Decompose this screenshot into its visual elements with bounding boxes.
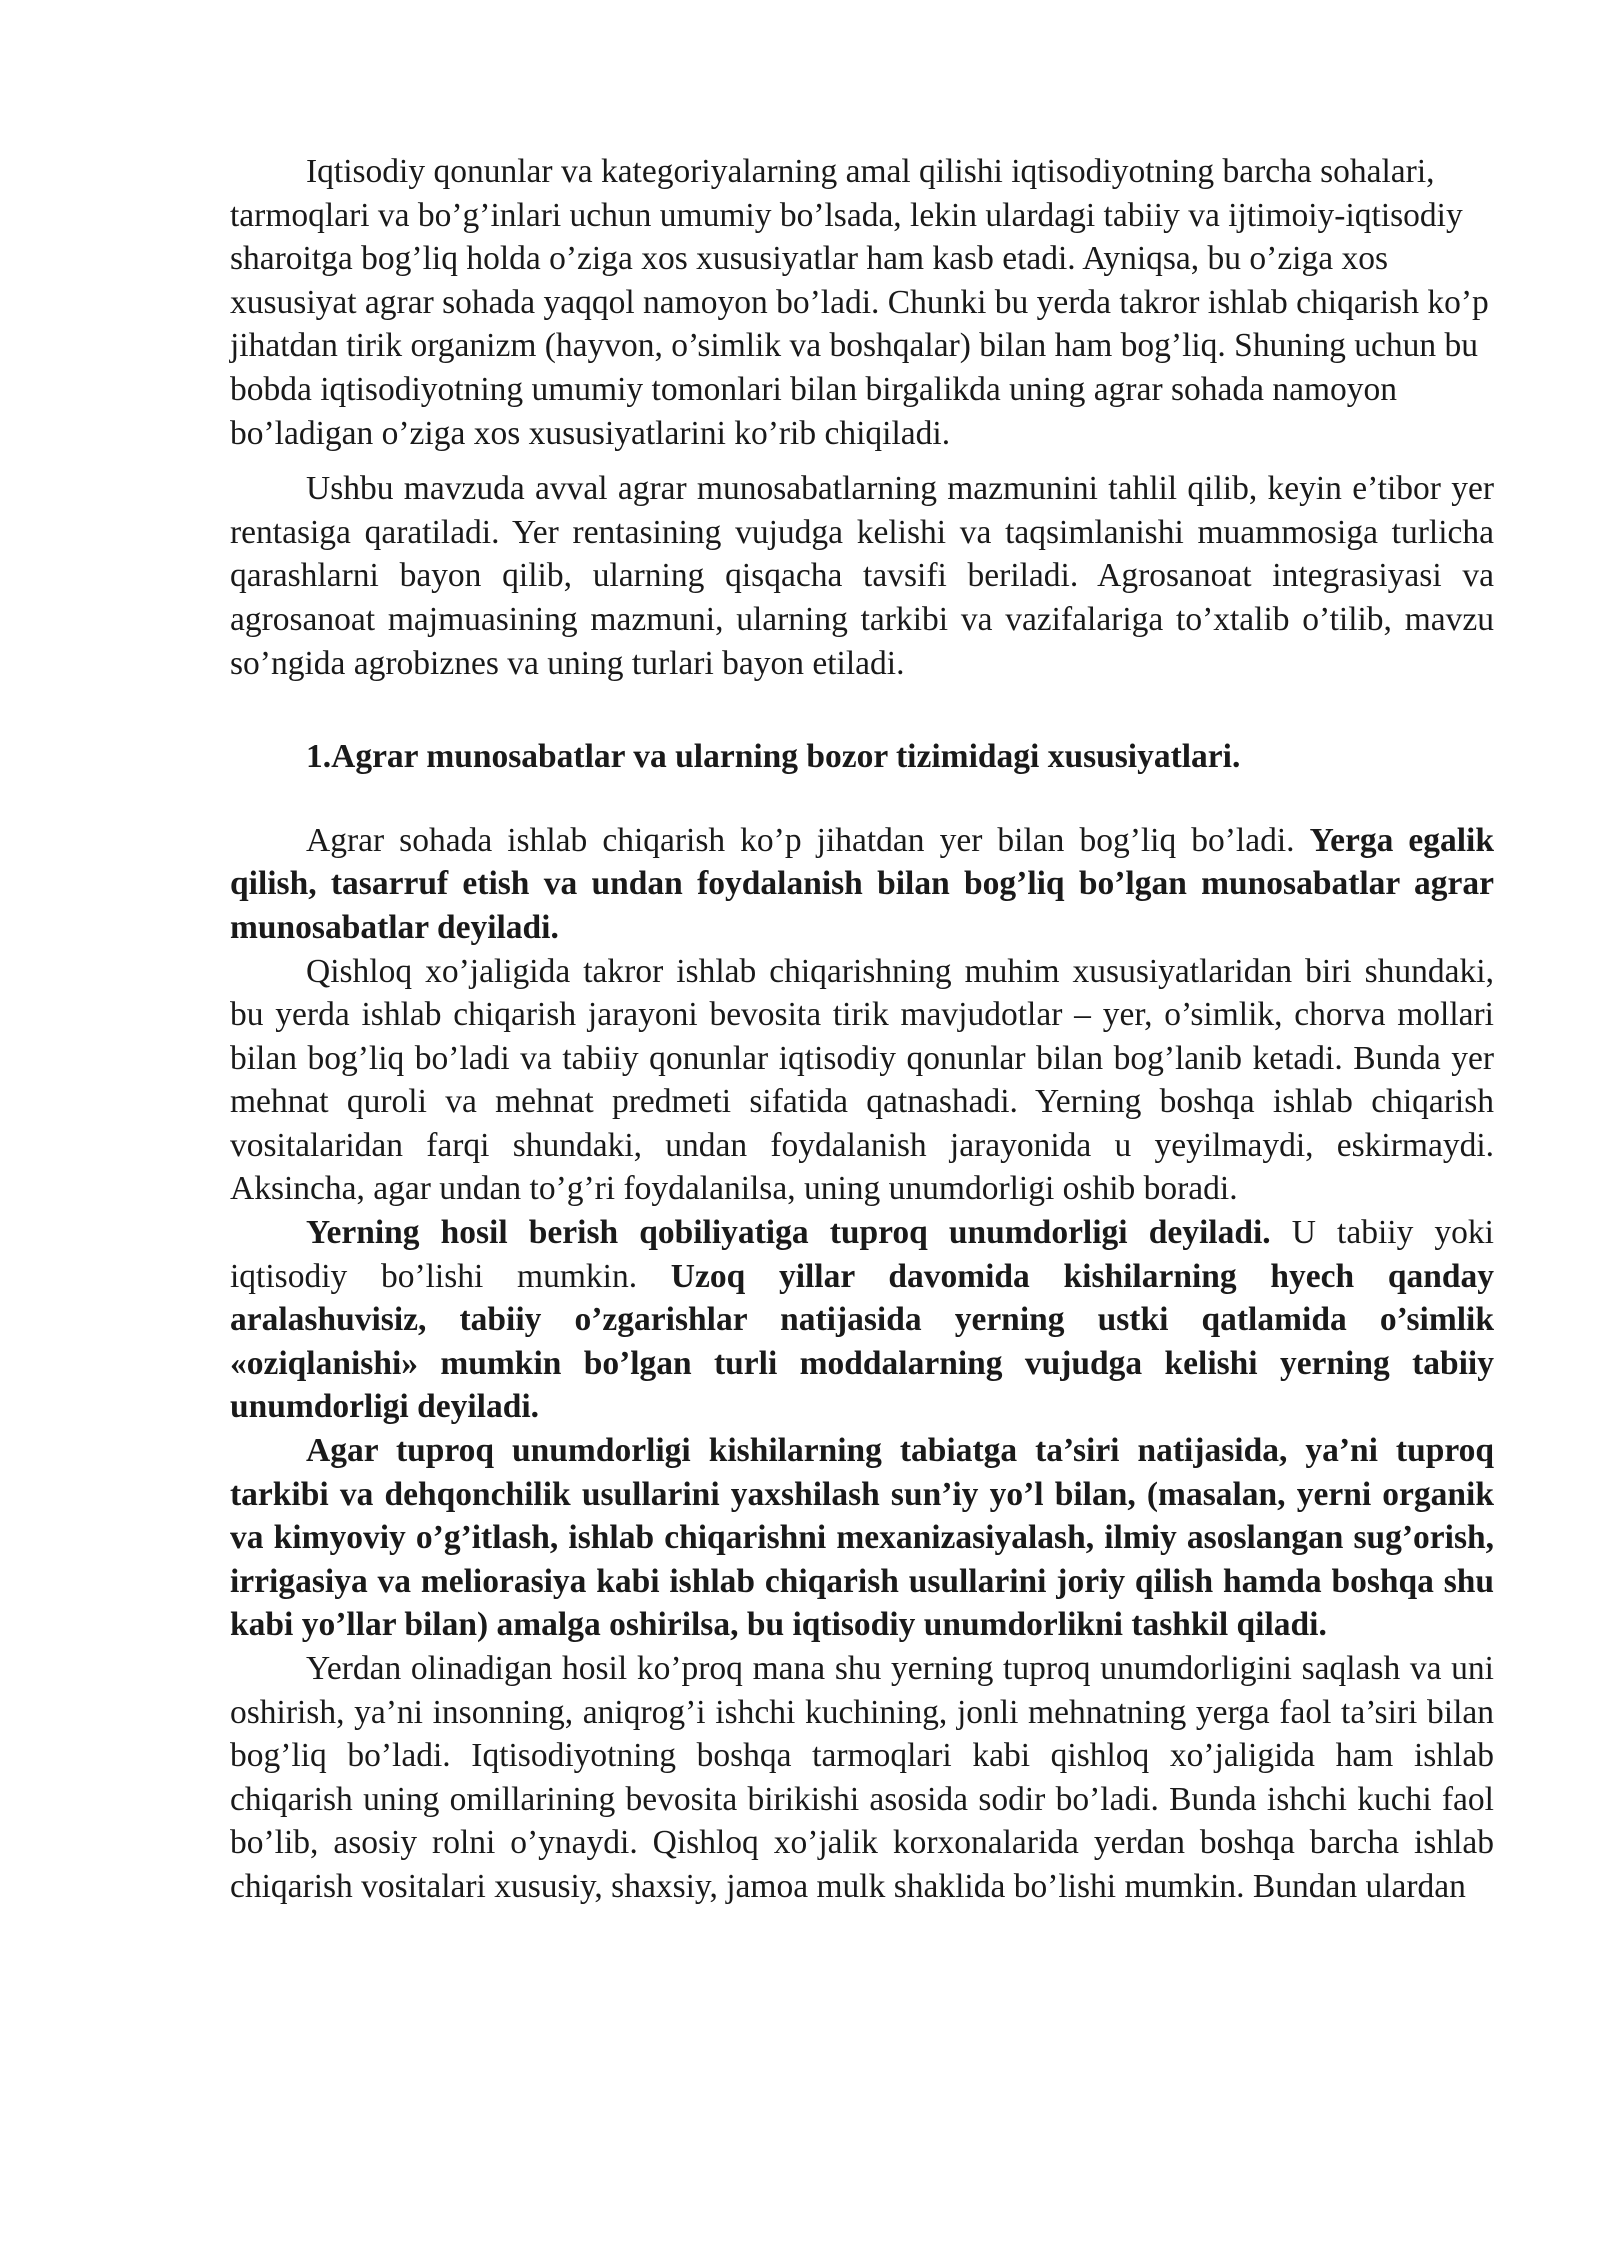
paragraph-reproduction: Qishloq xo’jaligida takror ishlab chiqarishning muhim xususiyatlaridan biri shundaki, bu yerda ishlab chiqarish jarayoni bevosita tirik mavjudotlar – yer, o’simlik, chorva mollari bilan bog’liq bo’ladi va tabiiy qonunlar iqtisodiy qonunlar bilan bog’lanib ketadi. Bunda yer mehnat quroli va mehnat predmeti sifatida qatnashadi. Yerning boshqa ishlab chiqarish vositalaridan farqi shundaki, undan foydalanish jarayonida u yeyilmaydi, eskirmaydi. Aksincha, agar undan to’g’ri foydalanilsa, uning unumdorligi oshib boradi. [230, 952, 1494, 1208]
document-page [230, 150, 1494, 1909]
definition-bold: Uzoq yillar davomida kishilarning hyech qanday aralashuvisiz, tabiiy o’zgarishlar natijasida yerning ustki qatlamida o’simlik «oziqlanishi» mumkin bo’lgan turli moddalarning vujudga kelishi yerning tabiiy unumdorligi deyiladi. [230, 1257, 1494, 1426]
paragraph-topic-overview: Ushbu mavzuda avval agrar munosabatlarning mazmunini tahlil qilib, keyin e’tibor yer rentasiga qaratiladi. Yer rentasining vujudga kelishi va taqsimlanishi muammosiga turlicha qarashlarni bayon qilib, ularning qisqacha tavsifi beriladi. Agrosanoat integrasiyasi va agrosanoat majmuasining mazmuni, ularning tarkibi va vazifalariga to’xtalib o’tilib, mavzu so’ngida agrobiznes va uning turlari bayon etiladi. [230, 470, 1494, 682]
paragraph-agrar-definition [230, 819, 1494, 950]
paragraph-intro: Iqtisodiy qonunlar va kategoriyalarning amal qilishi iqtisodiyotning barcha sohalari, tarmoqlari va bo’g’inlari uchun umumiy bo’lsada, lekin ulardagi tabiiy va ijtimoiy-iqtisodiy sharoitga bog’liq holda o’ziga xos xususiyatlar ham kasb etadi. Ayniqsa, bu o’ziga xos xususiyat agrar sohada yaqqol namoyon bo’ladi. Chunki bu yerda takror ishlab chiqarish ko’p jihatdan tirik organizm (hayvon, o’simlik va boshqalar) bilan ham bog’liq. Shuning uchun bu bobda iqtisodiyotning umumiy tomonlari bilan birgalikda uning agrar sohada namoyon bo’ladigan o’ziga xos xususiyatlarini ko’rib chiqiladi. [230, 153, 1489, 452]
definition-bold: Yerga egalik qilish, tasarruf etish va undan foydalanish bilan bog’liq bo’lgan munosabatlar agrar munosabatlar deyiladi. [230, 821, 1494, 946]
paragraph-fertility-definition [230, 1211, 1494, 1429]
paragraph-text: Agrar sohada ishlab chiqarish ko’p jihatdan yer bilan bog’liq bo’ladi. [306, 821, 1310, 859]
paragraph-economic-fertility [230, 1429, 1494, 1647]
section-heading: 1.Agrar munosabatlar va ularning bozor tizimidagi xususiyatlari. [306, 738, 1241, 776]
paragraph-harvest: Yerdan olinadigan hosil ko’proq mana shu yerning tuproq unumdorligini saqlash va uni oshirish, ya’ni insonning, aniqrog’i ishchi kuchining, jonli mehnatning yerga faol ta’siri bilan bog’liq bo’ladi. Iqtisodiyotning boshqa tarmoqlari kabi qishloq xo’jaligida ham ishlab chiqarish uning omillarining bevosita birikishi asosida sodir bo’ladi. Bunda ishchi kuchi faol bo’lib, asosiy rolni o’ynaydi. Qishloq xo’jalik korxonalarida yerdan boshqa barcha ishlab chiqarish vositalari xususiy, shaxsiy, jamoa mulk shaklida bo’lishi mumkin. Bundan ulardan [230, 1650, 1494, 1905]
paragraph-text: U tabiiy yoki iqtisodiy bo’lishi mumkin. [230, 1214, 1494, 1295]
definition-bold: Yerning hosil berish qobiliyatiga tuproq unumdorligi deyiladi. [306, 1214, 1271, 1252]
definition-bold: Agar tuproq unumdorligi kishilarning tabiatga ta’siri natijasida, ya’ni tuproq tarkibi va dehqonchilik usullarini yaxshilash sun’iy yo’l bilan, (masalan, yerni organik va kimyoviy o’g’itlash, ishlab chiqarishni mexanizasiyalash, ilmiy asoslangan sug’orish, irrigasiya va meliorasiya kabi ishlab chiqarish usullarini joriy qilish hamda boshqa shu kabi yo’llar bilan) amalga oshirilsa, bu iqtisodiy unumdorlikni tashkil qiladi. [230, 1432, 1494, 1644]
